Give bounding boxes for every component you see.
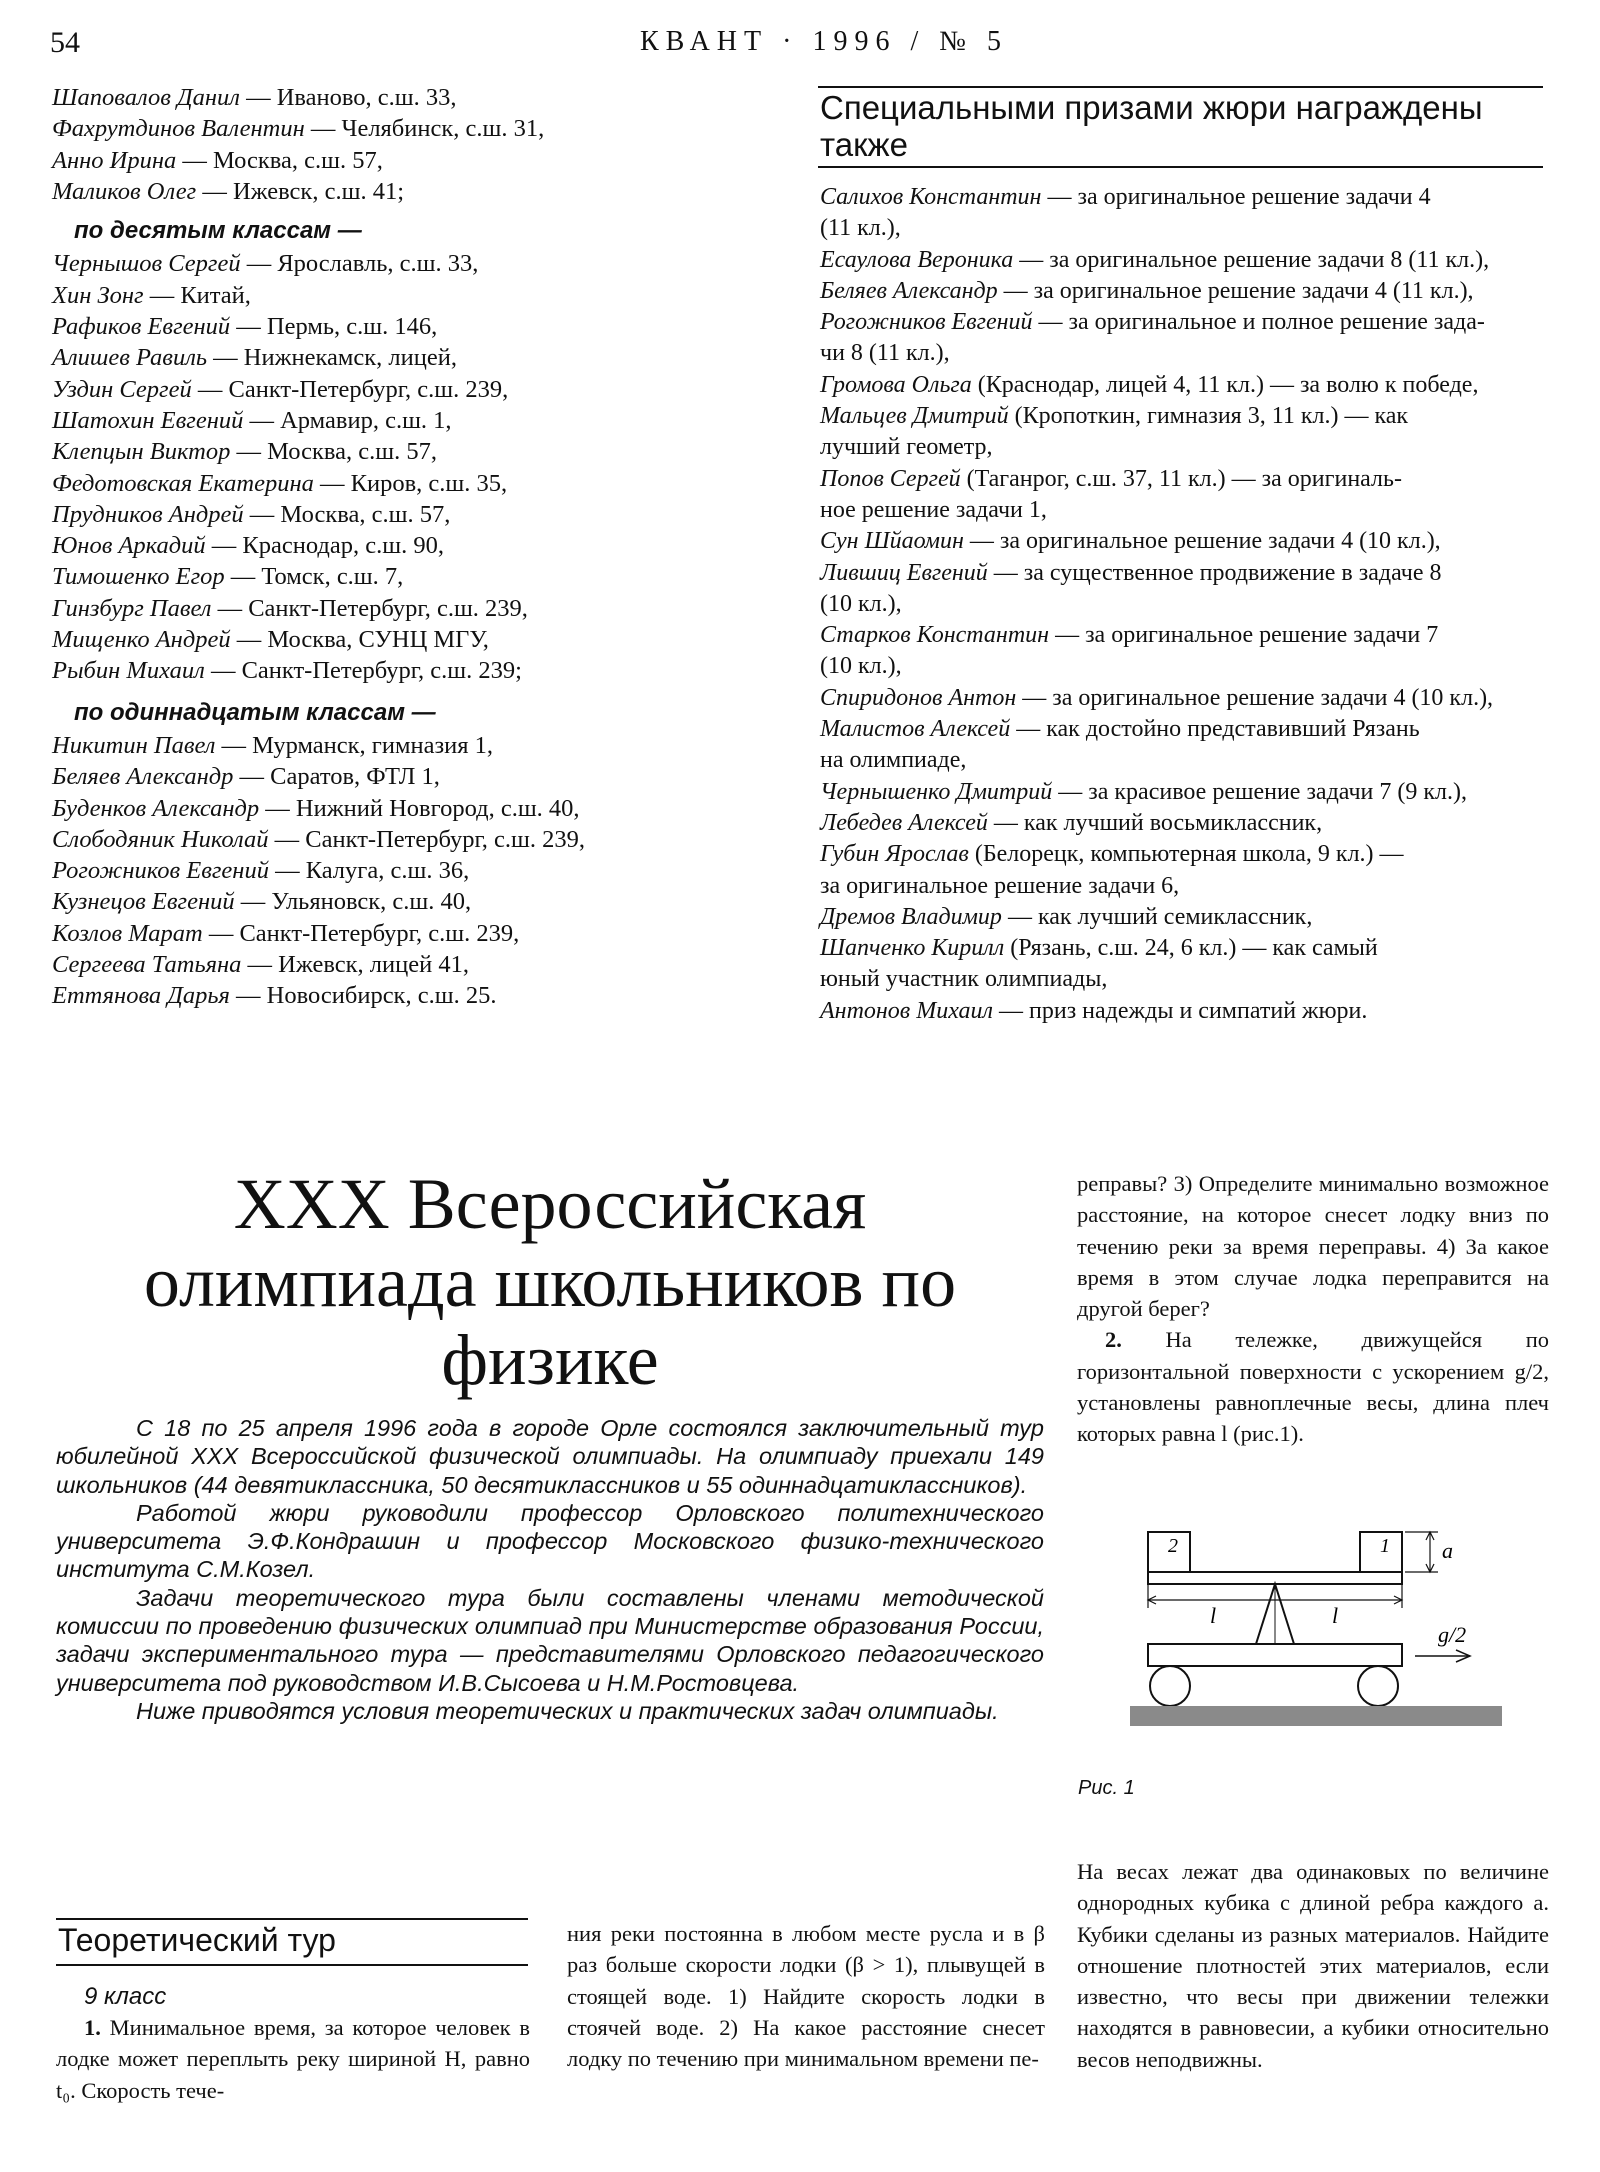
intro-paragraph: Работой жюри руководили профессор Орловского политехнического университета Э.Ф.Кондрашин и профессор Московского физико-технического института С.М.Козел.: [56, 1499, 1044, 1583]
winners-continued: [52, 82, 732, 207]
winner-row: [52, 980, 732, 1011]
entry-text: — как лучший восьмиклассник,: [987, 809, 1323, 836]
person-name: Малистов Алексей: [820, 716, 1011, 743]
cube-right-label: 1: [1380, 1535, 1390, 1557]
entry-text: — Ижевск, лицей 41,: [241, 951, 469, 979]
entry-text: — Ярославль, с.ш. 33,: [240, 250, 479, 278]
person-name: Шаповалов Данил: [52, 84, 240, 111]
entry-text: — Санкт-Петербург, с.ш. 239;: [204, 657, 522, 685]
person-name: Шатохин Евгений: [52, 406, 244, 434]
section-top-rule: [56, 1918, 528, 1920]
person-name: Лебедев Алексей: [820, 809, 988, 836]
entry-text: ное решение задачи 1,: [820, 496, 1047, 523]
figure-caption: Рис. 1: [1078, 1777, 1135, 1799]
grade10-heading: по десятым классам —: [74, 217, 362, 245]
entry-text: лучший геометр,: [820, 434, 993, 461]
entry-text: — Краснодар, с.ш. 90,: [205, 532, 444, 560]
entry-text: — за существенное продвижение в задаче 8: [987, 559, 1442, 586]
prize-row: [820, 558, 1542, 589]
person-name: Тимошенко Егор: [52, 563, 225, 591]
entry-text: (Рязань, с.ш. 24, 6 кл.) — как самый: [1004, 935, 1378, 962]
intro-paragraph: С 18 по 25 апреля 1996 года в городе Орле состоялся заключительный тур юбилейной XXX Всероссийской физической олимпиады. На олимпиаду приехали 149 школьников (44 девятиклассника, 50 десятиклассников и 55 одиннадцатиклассников).: [56, 1415, 1044, 1498]
grade11-heading: по одиннадцатым классам —: [74, 698, 436, 726]
person-name: Уздин Сергей: [52, 375, 192, 403]
person-name: Громова Ольга: [820, 371, 972, 398]
article-intro: [56, 1414, 1044, 1725]
person-name: Рафиков Евгений: [52, 313, 231, 341]
prize-row: [820, 307, 1542, 338]
winner-row: [52, 248, 732, 279]
prize-row: [820, 213, 1542, 244]
ground: [1130, 1706, 1502, 1726]
person-name: Слободяник Николай: [52, 825, 269, 853]
prize-row: [820, 370, 1542, 401]
winner-row: [52, 436, 732, 467]
entry-text: за оригинальное решение задачи 6,: [820, 872, 1180, 899]
entry-text: — Нижний Новгород, с.ш. 40,: [259, 794, 580, 822]
winner-row: [52, 145, 732, 176]
person-name: Шапченко Кирилл: [820, 935, 1005, 962]
winner-row: [52, 468, 732, 499]
winner-row: [52, 342, 732, 373]
arm-left-label: l: [1210, 1603, 1217, 1628]
entry-text: — Санкт-Петербург, с.ш. 239,: [191, 375, 509, 403]
problem2-text: На тележке, движущейся по горизонтальной поверхности с ускорением g/2, установлены равноплечные весы, длина плеч которых равна l (рис.1).: [1077, 1327, 1549, 1447]
person-name: Сергеева Татьяна: [52, 951, 242, 979]
prize-row: [820, 620, 1542, 651]
person-name: Попов Сергей: [820, 465, 961, 492]
entry-text: — за оригинальное решение задачи 4 (10 кл.),: [963, 528, 1441, 555]
winner-row: [52, 793, 732, 824]
winner-row: [52, 730, 732, 761]
prizes-list: [820, 182, 1542, 1027]
person-name: Буденков Александр: [52, 794, 260, 822]
prize-row: [820, 182, 1542, 213]
entry-text: — Мурманск, гимназия 1,: [215, 731, 494, 759]
entry-text: — Нижнекамск, лицей,: [207, 344, 457, 372]
person-name: Рогожников Евгений: [52, 857, 269, 885]
journal-header: КВАНТ · 1996 / № 5: [640, 26, 1008, 57]
entry-text: — приз надежды и симпатий жюри.: [993, 997, 1368, 1024]
entry-text: (10 кл.),: [820, 590, 902, 617]
winner-row: [52, 280, 732, 311]
entry-text: — Челябинск, с.ш. 31,: [304, 115, 545, 143]
entry-text: — как лучший семиклассник,: [1001, 903, 1313, 930]
entry-text: — за оригинальное и полное решение зада-: [1032, 309, 1485, 336]
entry-text: — за оригинальное решение задачи 7: [1049, 622, 1439, 649]
entry-text: (Таганрог, с.ш. 37, 11 кл.) — за оригиналь-: [960, 465, 1402, 492]
problem1-text-part3: реправы? 3) Определите минимально возможное расстояние, на которое снесет лодку вниз по течению реки за время переправы. 4) За какое время в этом случае лодка переправится на другой берег?: [1077, 1171, 1549, 1322]
winner-row: [52, 311, 732, 342]
person-name: Анно Ирина: [52, 146, 177, 174]
prizes-heading: Специальными призами жюри награждены также: [820, 89, 1483, 163]
prize-row: [820, 902, 1542, 933]
entry-text: (Кропоткин, гимназия 3, 11 кл.) — как: [1008, 403, 1409, 430]
edge-label: a: [1442, 1538, 1453, 1563]
problem1-column1: [56, 2012, 530, 2106]
entry-text: — Армавир, с.ш. 1,: [243, 406, 452, 434]
figure-1-diagram: [1120, 1520, 1520, 1730]
person-name: Гинзбург Павел: [52, 594, 212, 622]
entry-text: — Пермь, с.ш. 146,: [230, 313, 438, 341]
entry-text: (Белорецк, компьютерная школа, 9 кл.) —: [968, 841, 1404, 868]
person-name: Клепцын Виктор: [52, 438, 231, 466]
grade-label: 9 класс: [84, 1983, 167, 2010]
section-bottom-rule: [56, 1964, 528, 1966]
person-name: Юнов Аркадий: [52, 532, 206, 560]
entry-text: — Москва, с.ш. 57,: [230, 438, 438, 466]
entry-text: — за оригинальное решение задачи 4 (11 кл.),: [997, 277, 1474, 304]
entry-text: — Новосибирск, с.ш. 25.: [229, 982, 497, 1010]
winner-row: [52, 593, 732, 624]
person-name: Рогожников Евгений: [820, 309, 1033, 336]
person-name: Губин Ярослав: [820, 841, 969, 868]
cart-wheel: [1358, 1666, 1398, 1706]
article-title: XXX Всероссийская олимпиада школьников по физике: [143, 1164, 957, 1400]
person-name: Салихов Константин: [820, 184, 1042, 210]
person-name: Спиридонов Антон: [820, 684, 1017, 711]
acceleration-label: g/2: [1438, 1622, 1467, 1647]
person-name: Мищенко Андрей: [52, 626, 231, 654]
entry-text: (11 кл.),: [820, 215, 901, 242]
entry-text: на олимпиаде,: [820, 747, 967, 774]
prizes-top-rule: [818, 86, 1543, 88]
person-name: Есаулова Вероника: [820, 246, 1014, 273]
prize-row: [820, 964, 1542, 995]
prize-row: [820, 777, 1542, 808]
person-name: Беляев Александр: [820, 277, 998, 304]
person-name: Маликов Олег: [52, 177, 197, 205]
winners-grade10: [52, 248, 732, 686]
page-number: 54: [50, 26, 80, 59]
entry-text: — за оригинальное решение задачи 4 (10 кл.),: [1016, 684, 1494, 711]
entry-text: — Санкт-Петербург, с.ш. 239,: [268, 825, 586, 853]
winner-row: [52, 918, 732, 949]
winner-row: [52, 761, 732, 792]
winner-row: [52, 655, 732, 686]
person-name: Сун Шйаомин: [820, 528, 964, 555]
cube-left-label: 2: [1168, 1535, 1178, 1557]
winner-row: [52, 824, 732, 855]
entry-text: — за оригинальное решение задачи 8 (11 кл.),: [1013, 246, 1490, 273]
section-title: Теоретический тур: [58, 1922, 336, 1958]
entry-text: чи 8 (11 кл.),: [820, 340, 950, 367]
entry-text: — Китай,: [143, 281, 251, 309]
person-name: Старков Константин: [820, 622, 1050, 649]
person-name: Никитин Павел: [52, 731, 216, 759]
entry-text: — как достойно представивший Рязань: [1010, 716, 1420, 743]
problem1-number: 1.: [84, 2015, 101, 2040]
prize-row: [820, 401, 1542, 432]
prize-row: [820, 276, 1542, 307]
problem2-continuation: [1077, 1856, 1549, 2075]
prize-row: [820, 651, 1542, 682]
winner-row: [52, 530, 732, 561]
prize-row: [820, 745, 1542, 776]
intro-paragraph: Задачи теоретического тура были составлены членами методической комиссии по проведению физических олимпиад при Министерстве образования России, задачи экспериментального тура — представителями Орловского педагогического университета под руководством И.В.Сысоева и Н.М.Ростовцева.: [56, 1584, 1044, 1696]
problem1-column2: [567, 1918, 1045, 2074]
winner-row: [52, 82, 732, 113]
winner-row: [52, 499, 732, 530]
person-name: Рыбин Михаил: [52, 657, 205, 685]
prizes-bottom-rule: [818, 166, 1543, 168]
prize-row: [820, 526, 1542, 557]
intro-paragraph: Ниже приводятся условия теоретических и практических задач олимпиады.: [136, 1697, 999, 1724]
person-name: Беляев Александр: [52, 763, 234, 791]
person-name: Кузнецов Евгений: [52, 888, 235, 916]
winner-row: [52, 949, 732, 980]
prize-row: [820, 839, 1542, 870]
prize-row: [820, 464, 1542, 495]
entry-text: — за красивое решение задачи 7 (9 кл.),: [1052, 778, 1468, 805]
prize-row: [820, 245, 1542, 276]
prize-row: [820, 933, 1542, 964]
person-name: Хин Зонг: [52, 281, 144, 309]
winner-row: [52, 374, 732, 405]
entry-text: — Калуга, с.ш. 36,: [268, 857, 470, 885]
cart-body: [1148, 1644, 1402, 1666]
arm-right-label: l: [1332, 1603, 1339, 1628]
winner-row: [52, 561, 732, 592]
winners-grade11: [52, 730, 732, 1012]
entry-text: — Саратов, ФТЛ 1,: [233, 763, 440, 791]
entry-text: — Томск, с.ш. 7,: [224, 563, 404, 591]
right-column: [1077, 1168, 1549, 1450]
problem1-text-part2: ния реки постоянна в любом месте русла и в β раз больше скорости лодки (β > 1), плывущей в стоящей воде. 1) Найдите скорость лодки в стоячей воде. 2) На какое расстояние снесет лодку по течению при минимальном времени пе-: [567, 1921, 1045, 2072]
problem1-text-part1: Минимальное время, за которое человек в лодке может переплыть реку шириной H, равно t₀. Скорость тече-: [56, 2015, 531, 2103]
entry-text: — Москва, с.ш. 57,: [176, 146, 383, 174]
entry-text: — Ульяновск, с.ш. 40,: [234, 888, 472, 916]
winner-row: [52, 405, 732, 436]
prize-row: [820, 495, 1542, 526]
winner-row: [52, 624, 732, 655]
person-name: Антонов Михаил: [820, 997, 994, 1024]
prize-row: [820, 589, 1542, 620]
person-name: Козлов Марат: [52, 919, 203, 947]
person-name: Лившиц Евгений: [820, 559, 988, 586]
person-name: Мальцев Дмитрий: [820, 403, 1009, 430]
person-name: Федотовская Екатерина: [52, 469, 314, 497]
entry-text: — Москва, СУНЦ МГУ,: [230, 626, 489, 654]
entry-text: — Киров, с.ш. 35,: [313, 469, 508, 497]
person-name: Алишев Равиль: [52, 344, 208, 372]
entry-text: — Санкт-Петербург, с.ш. 239,: [202, 919, 520, 947]
person-name: Чернышов Сергей: [52, 250, 241, 278]
person-name: Фахрутдинов Валентин: [52, 115, 305, 143]
entry-text: — Санкт-Петербург, с.ш. 239,: [211, 594, 528, 622]
prize-row: [820, 683, 1542, 714]
entry-text: — Москва, с.ш. 57,: [243, 500, 451, 528]
entry-text: юный участник олимпиады,: [820, 966, 1108, 993]
entry-text: (Краснодар, лицей 4, 11 кл.) — за волю к победе,: [971, 371, 1479, 398]
winner-row: [52, 176, 732, 207]
entry-text: — Иваново, с.ш. 33,: [239, 84, 457, 111]
winner-row: [52, 886, 732, 917]
entry-text: — Ижевск, с.ш. 41;: [196, 177, 404, 205]
entry-text: — за оригинальное решение задачи 4: [1041, 184, 1431, 210]
entry-text: (10 кл.),: [820, 653, 902, 680]
prize-row: [820, 871, 1542, 902]
cart-wheel: [1150, 1666, 1190, 1706]
prize-row: [820, 996, 1542, 1027]
winners-list: [52, 82, 732, 1012]
prize-row: [820, 432, 1542, 463]
prize-row: [820, 714, 1542, 745]
winner-row: [52, 855, 732, 886]
prize-row: [820, 808, 1542, 839]
prize-row: [820, 338, 1542, 369]
problem2-text-cont: На весах лежат два одинаковых по величине однородных кубика с длиной ребра каждого a. Кубики сделаны из разных материалов. Найдите отношение плотностей этих материалов, если известно, что весы при движении тележки находятся в равновесии, а кубики относительно весов неподвижны.: [1077, 1859, 1549, 2072]
problem2-number: 2.: [1105, 1327, 1122, 1353]
person-name: Еттянова Дарья: [52, 982, 230, 1010]
person-name: Прудников Андрей: [52, 500, 244, 528]
winner-row: [52, 113, 732, 144]
person-name: Чернышенко Дмитрий: [820, 778, 1053, 805]
person-name: Дремов Владимир: [820, 903, 1002, 930]
